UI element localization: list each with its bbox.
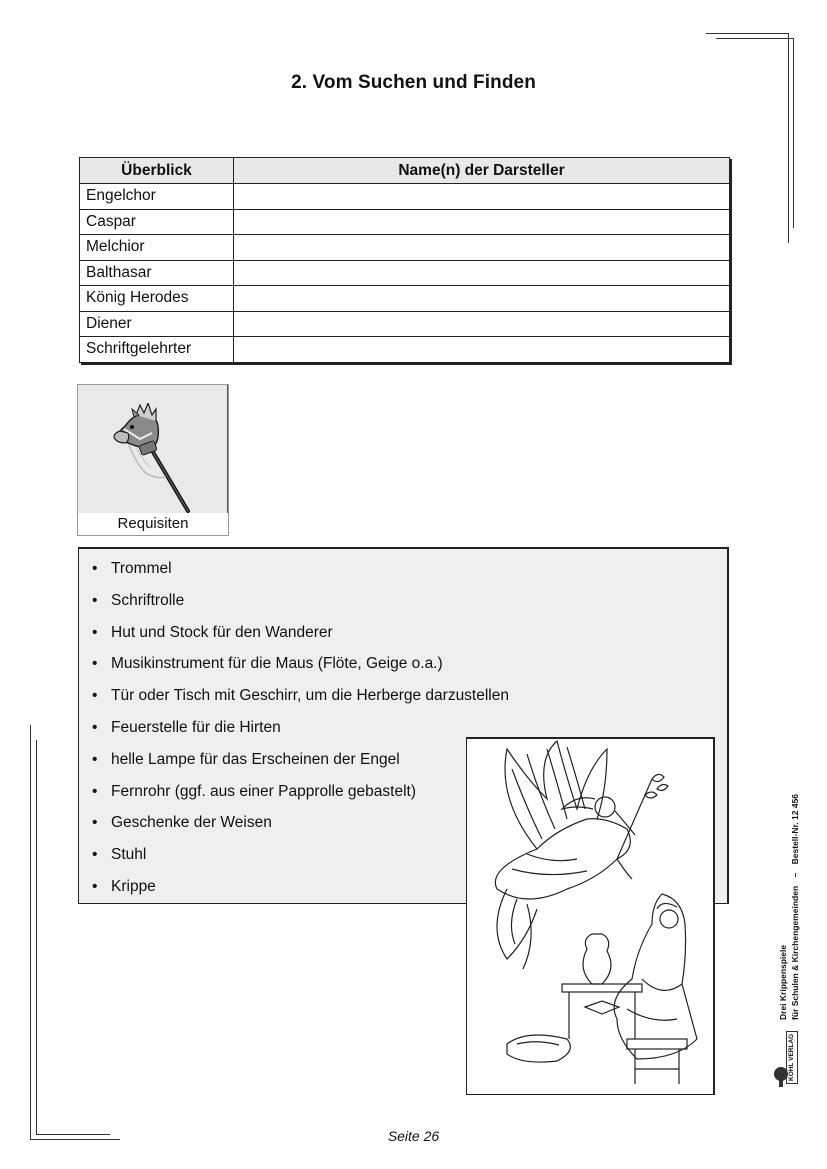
annunciation-angel-illustration: [467, 739, 713, 1094]
page-number: Seite 26: [387, 1128, 440, 1144]
props-icon-caption: Requisiten: [78, 513, 228, 535]
header-overview: Überblick: [80, 158, 234, 184]
role-cell: König Herodes: [80, 286, 234, 312]
prop-label: Feuerstelle für die Hirten: [111, 718, 281, 736]
role-cell: Melchior: [80, 235, 234, 261]
role-cell: Engelchor: [80, 184, 234, 210]
frame-line-bottom-left-v2: [36, 740, 37, 1135]
actor-name-field[interactable]: [234, 184, 730, 210]
side-publisher-info: [752, 752, 810, 1092]
header-actor-names: Name(n) der Darsteller: [234, 158, 730, 184]
actor-name-field[interactable]: [234, 209, 730, 235]
actor-name-field[interactable]: [234, 235, 730, 261]
page-title: 2. Vom Suchen und Finden: [291, 72, 536, 93]
frame-line-top-right-v: [788, 33, 789, 243]
bullet: •: [92, 846, 98, 864]
list-item: [79, 557, 727, 589]
prop-label: Hut und Stock für den Wanderer: [111, 623, 333, 641]
prop-label: Musikinstrument für die Maus (Flöte, Geige o.a.): [111, 655, 443, 673]
prop-label: helle Lampe für das Erscheinen der Engel: [111, 750, 400, 768]
annunciation-illustration: [466, 737, 715, 1095]
bullet: •: [92, 560, 98, 577]
side-subtitle: für Schulen & Kirchengemeinden: [790, 885, 800, 1020]
table-row: [80, 311, 730, 337]
table-row: [80, 260, 730, 286]
frame-line-bottom-left-v: [30, 725, 31, 1140]
list-item: [79, 652, 727, 684]
side-title: Drei Krippenspiele: [778, 944, 788, 1020]
actor-name-field[interactable]: [234, 311, 730, 337]
bullet: •: [92, 687, 98, 705]
prop-label: Stuhl: [111, 846, 147, 864]
frame-line-top-right-h2: [716, 38, 794, 39]
bullet: •: [92, 877, 98, 895]
cast-table: [79, 157, 730, 363]
role-cell: Diener: [80, 311, 234, 337]
side-line-title: [778, 945, 788, 1020]
frame-line-top-right-h: [706, 33, 788, 34]
bullet: •: [92, 814, 98, 832]
prop-label: Tür oder Tisch mit Geschirr, um die Herberge darzustellen: [111, 687, 509, 705]
prop-label: Trommel: [111, 560, 172, 577]
actor-name-field[interactable]: [234, 260, 730, 286]
order-number: Bestell-Nr. 12 456: [790, 793, 800, 865]
prop-label: Krippe: [111, 877, 156, 895]
bullet: •: [92, 782, 98, 800]
hobby-horse-icon: [106, 403, 196, 515]
bullet: •: [92, 623, 98, 641]
publisher-name: KOHL VERLAG: [786, 1031, 798, 1084]
table-row: [80, 209, 730, 235]
role-cell: Caspar: [80, 209, 234, 235]
table-row: [80, 184, 730, 210]
role-cell: Balthasar: [80, 260, 234, 286]
table-row: [80, 286, 730, 312]
list-item: [79, 621, 727, 653]
actor-name-field[interactable]: [234, 337, 730, 363]
publisher-logo: [764, 1022, 804, 1090]
prop-label: Fernrohr (ggf. aus einer Papprolle gebastelt): [111, 782, 416, 800]
actor-name-field[interactable]: [234, 286, 730, 312]
side-separator: –: [790, 872, 800, 878]
side-line-subtitle-order: [790, 794, 800, 1020]
bullet: •: [92, 655, 98, 673]
role-cell: Schriftgelehrter: [80, 337, 234, 363]
cast-table-header-row: [80, 158, 730, 184]
bullet: •: [92, 591, 98, 609]
list-item: [79, 684, 727, 716]
prop-label: Schriftrolle: [111, 591, 185, 609]
bullet: •: [92, 718, 98, 736]
list-item: [79, 589, 727, 621]
props-icon-box: [77, 384, 229, 536]
bullet: •: [92, 750, 98, 768]
table-row: [80, 235, 730, 261]
frame-line-top-right-v2: [793, 38, 794, 228]
table-row: [80, 337, 730, 363]
prop-label: Geschenke der Weisen: [111, 814, 272, 832]
